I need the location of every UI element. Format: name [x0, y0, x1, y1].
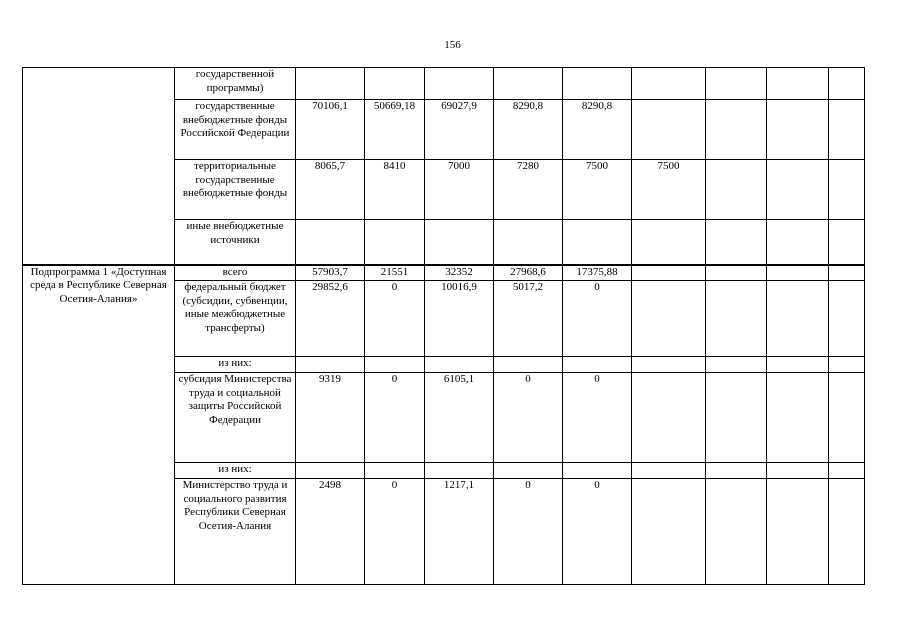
funding-source-cell: иные внебюджетные источники: [175, 220, 296, 265]
value-cell: [365, 357, 425, 373]
value-cell: [767, 479, 829, 585]
value-cell: 8290,8: [563, 100, 632, 160]
value-cell: [632, 68, 706, 100]
value-cell: [829, 373, 865, 463]
value-cell: [767, 160, 829, 220]
funding-source-cell: государственные внебюджетные фонды Российской Федерации: [175, 100, 296, 160]
value-cell: [563, 68, 632, 100]
table-row: [23, 68, 865, 100]
value-cell: 8065,7: [296, 160, 365, 220]
value-cell: [425, 463, 494, 479]
value-cell: [767, 373, 829, 463]
funding-source-cell: из них:: [175, 463, 296, 479]
value-cell: [767, 100, 829, 160]
value-cell: 8290,8: [494, 100, 563, 160]
value-cell: [829, 479, 865, 585]
value-cell: 0: [563, 373, 632, 463]
funding-source-cell: Министерство труда и социального развития Республики Северная Осетия-Алания: [175, 479, 296, 585]
value-cell: [829, 100, 865, 160]
value-cell: [563, 357, 632, 373]
value-cell: 0: [365, 373, 425, 463]
value-cell: 21551: [365, 265, 425, 281]
value-cell: [706, 463, 767, 479]
funding-source-cell: субсидия Министерства труда и социальной защиты Российской Федерации: [175, 373, 296, 463]
value-cell: [767, 68, 829, 100]
value-cell: 7500: [632, 160, 706, 220]
program-cell: [23, 68, 175, 265]
value-cell: [767, 463, 829, 479]
value-cell: 69027,9: [425, 100, 494, 160]
value-cell: [829, 265, 865, 281]
value-cell: [706, 100, 767, 160]
value-cell: [296, 463, 365, 479]
value-cell: [632, 220, 706, 265]
value-cell: [706, 479, 767, 585]
value-cell: 10016,9: [425, 281, 494, 357]
value-cell: [494, 357, 563, 373]
value-cell: 27968,6: [494, 265, 563, 281]
value-cell: 0: [563, 479, 632, 585]
value-cell: 1217,1: [425, 479, 494, 585]
value-cell: [706, 357, 767, 373]
value-cell: [425, 357, 494, 373]
value-cell: 0: [494, 479, 563, 585]
value-cell: [632, 463, 706, 479]
funding-source-cell: государственной программы): [175, 68, 296, 100]
value-cell: [706, 220, 767, 265]
value-cell: 0: [494, 373, 563, 463]
value-cell: [767, 357, 829, 373]
value-cell: 5017,2: [494, 281, 563, 357]
value-cell: [767, 281, 829, 357]
value-cell: [706, 160, 767, 220]
value-cell: [563, 220, 632, 265]
value-cell: 17375,88: [563, 265, 632, 281]
value-cell: 29852,6: [296, 281, 365, 357]
value-cell: [425, 220, 494, 265]
funding-source-cell: территориальные государственные внебюджетные фонды: [175, 160, 296, 220]
value-cell: [706, 373, 767, 463]
value-cell: [494, 220, 563, 265]
value-cell: [632, 357, 706, 373]
value-cell: 2498: [296, 479, 365, 585]
value-cell: [296, 68, 365, 100]
funding-source-cell: всего: [175, 265, 296, 281]
value-cell: [494, 463, 563, 479]
value-cell: [829, 357, 865, 373]
value-cell: [829, 160, 865, 220]
value-cell: [632, 265, 706, 281]
table-row: [23, 265, 865, 281]
value-cell: 0: [365, 479, 425, 585]
value-cell: [632, 479, 706, 585]
value-cell: [706, 281, 767, 357]
value-cell: 0: [563, 281, 632, 357]
funding-source-cell: из них:: [175, 357, 296, 373]
value-cell: 7000: [425, 160, 494, 220]
page-number: 156: [444, 39, 461, 51]
value-cell: [632, 373, 706, 463]
value-cell: [365, 463, 425, 479]
value-cell: [767, 265, 829, 281]
value-cell: [632, 100, 706, 160]
value-cell: [365, 220, 425, 265]
value-cell: 32352: [425, 265, 494, 281]
value-cell: 9319: [296, 373, 365, 463]
value-cell: [494, 68, 563, 100]
value-cell: [829, 68, 865, 100]
value-cell: [706, 265, 767, 281]
value-cell: 70106,1: [296, 100, 365, 160]
table-body: [23, 68, 865, 585]
value-cell: [829, 463, 865, 479]
value-cell: [829, 220, 865, 265]
subprogram-cell: Подпрограмма 1 «Доступная среда в Республике Северная Осетия-Алания»: [23, 265, 175, 585]
budget-table: [22, 67, 865, 585]
value-cell: [563, 463, 632, 479]
value-cell: 6105,1: [425, 373, 494, 463]
value-cell: [425, 68, 494, 100]
value-cell: 50669,18: [365, 100, 425, 160]
value-cell: 7280: [494, 160, 563, 220]
value-cell: [706, 68, 767, 100]
value-cell: [829, 281, 865, 357]
value-cell: 7500: [563, 160, 632, 220]
value-cell: 8410: [365, 160, 425, 220]
value-cell: [296, 357, 365, 373]
funding-source-cell: федеральный бюджет (субсидии, субвенции, иные межбюджетные трансферты): [175, 281, 296, 357]
value-cell: [365, 68, 425, 100]
value-cell: [296, 220, 365, 265]
value-cell: 0: [365, 281, 425, 357]
value-cell: [767, 220, 829, 265]
value-cell: [632, 281, 706, 357]
value-cell: 57903,7: [296, 265, 365, 281]
